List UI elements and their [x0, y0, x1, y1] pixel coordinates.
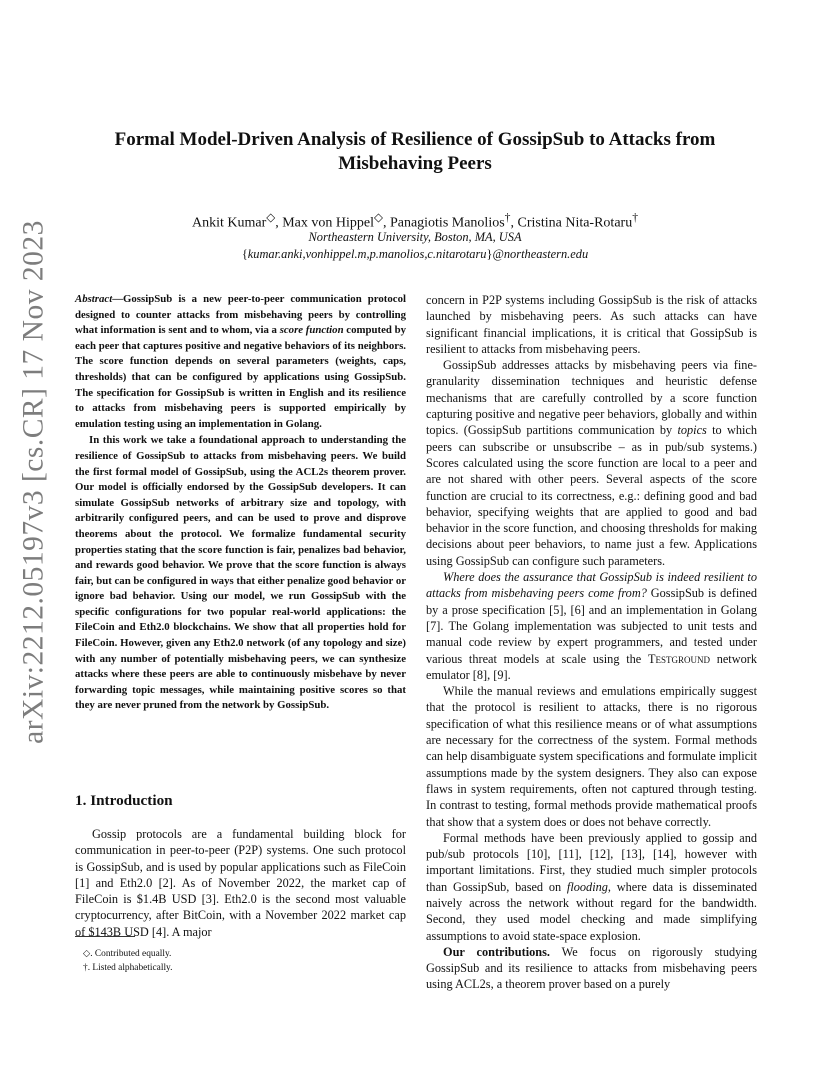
- affiliation: Northeastern University, Boston, MA, USA: [308, 230, 522, 244]
- author-mark: †: [632, 211, 639, 224]
- author-mark: †: [504, 211, 511, 224]
- footnote-mark: ◇.: [83, 949, 93, 959]
- term: flooding: [566, 879, 608, 894]
- author-name: Ankit Kumar: [191, 215, 267, 231]
- author-name: Max von Hippel: [282, 215, 374, 231]
- author-emails: {kumar.anki,vonhippel.m,p.manolios,c.nitarotaru}@northeastern.edu: [241, 247, 589, 261]
- footnote-rule: [75, 936, 135, 937]
- abstract-text: —GossipSub is a new peer-to-peer communication protocol designed to counter attacks from misbehaving peers by controlling what information is sent and to whom, via a: [75, 293, 406, 337]
- abstract-paragraph: In this work we take a foundational approach to understanding the resilience of GossipSub to attacks from misbehaving peers. We build the first formal model of GossipSub, using the ACL2s theorem prover. Our model is officially endorsed by the GossipSub developers. It can simulate GossipSub networks of arbitrary size and topology, with arbitrarily configured peers, and can be used to prove and disprove theorems about the protocol. We formalize fundamental security properties stating that the score function is fair, penalizes bad behavior, and rewards good behavior. We prove that the score function is always fair, but can be configured in ways that either penalize good behavior or ignore bad behavior. Using our model, we run GossipSub with the specific configurations for two popular real-world applications: the FileCoin and Eth2.0 blockchains. We show that all properties hold for FileCoin. However, given any Eth2.0 network (of any topology and size) with any number of potentially misbehaving peers, we can synthesize attacks where these peers are able to continuously misbehave by never forwarding topic messages, while maintaining positive scores so that they are never pruned from the network by GossipSub.: [75, 434, 407, 712]
- body-paragraph: Where does the assurance that GossipSub is indeed resilient to attacks from misbehaving peers come from? GossipSub is defined by a prose specification [5], [6] and an implementation in Golang [7]. The Golang implementation was subjected to unit tests and manual code review by expert programmers, and tested under various threat models at scale using the Testground network emulator [8], [9].: [426, 570, 757, 682]
- author-list: Ankit Kumar◇, Max von Hippel◇, Panagiotis Manolios†, Cristina Nita-Rotaru†: [191, 211, 639, 231]
- body-paragraph: While the manual reviews and emulations empirically suggest that the protocol is resilient to attacks, there is no rigorous specification of what this resilience means or of what assumptions are necessary for the correctness of the system. Formal methods can help disambiguate system specifications and formulate implicit assumptions made by the system designers. They also can expose flaws in system requirements, often not captured through testing. In contrast to testing, formal methods provide mathematical proofs that show that a system does or does not behave correctly.: [426, 684, 757, 829]
- paper-title: Formal Model-Driven Analysis of Resilience of GossipSub to Attacks from Misbehaving Peers: [114, 129, 716, 174]
- arxiv-identifier: arXiv:2212.05197v3 [cs.CR] 17 Nov 2023: [17, 219, 50, 744]
- footnote-text: Contributed equally.: [92, 949, 172, 959]
- section-heading: 1. Introduction: [75, 792, 173, 809]
- author-mark: ◇: [266, 211, 276, 224]
- intro-paragraph: Gossip protocols are a fundamental building block for communication in peer-to-peer (P2P) systems. One such protocol is GossipSub, and is used by popular applications such as FileCoin [1] and Eth2.0 [2]. As of November 2022, the market cap of FileCoin is $1.4B USD [3]. Eth2.0 is the second most valuable cryptocurrency, after BitCoin, with a November 2022 market cap of $143B USD [4]. A major: [75, 827, 406, 939]
- body-paragraph: Formal methods have been previously applied to gossip and pub/sub protocols [10], [11], [12], [13], [14], however with important limitations. First, they studied much simpler protocols than GossipSub, based on flooding, where data is disseminated naively across the network without regard for the bandwidth. Second, they used model checking and made simplifying assumptions to avoid state-space explosion.: [426, 830, 757, 943]
- abstract: [75, 292, 406, 714]
- email-users: kumar.anki,vonhippel.m,p.manolios,c.nitarotaru: [247, 247, 487, 261]
- author-mark: ◇: [373, 211, 383, 224]
- body-paragraph: Our contributions. We focus on rigorously studying GossipSub and its resilience to attacks from misbehaving peers using ACL2s, a theorem prover based on a purely: [426, 944, 757, 992]
- email-domain: @northeastern.edu: [492, 247, 589, 261]
- body-paragraph: GossipSub addresses attacks by misbehaving peers via fine-granularity dissemination techniques and heuristic defense mechanisms that are carefully controlled by a score function capturing positive and negative peer behaviors, globally and within topics. (GossipSub partitions communication by topics to which peers can subscribe or unsubscribe – as in pub/sub systems.) Scores calculated using the score function are local to a peer and are not shared with other peers. Several aspects of the score function are crucial to its correctness, e.g.: defining good and bad behavior, specifying weights that are applied to good and bad behavior in the score function, and choosing thresholds for making decisions about peer behaviors, to name just a few. Applications using GossipSub can configure such parameters.: [426, 358, 757, 568]
- paragraph-label: Our contributions.: [443, 944, 550, 959]
- footnote-text: Listed alphabetically.: [90, 963, 173, 973]
- research-question: Where does the assurance that GossipSub is indeed resilient to attacks from misbehaving peers come from?: [426, 570, 757, 601]
- abstract-term: score function: [279, 324, 344, 337]
- footnote: [75, 962, 172, 974]
- body-paragraph: concern in P2P systems including GossipSub is the risk of attacks launched by misbehaving peers. As such attacks can have significant financial implications, it is critical that GossipSub is resilient to attacks from misbehaving peers.: [426, 293, 757, 356]
- abstract-label: Abstract: [75, 293, 113, 305]
- author-name: Panagiotis Manolios: [389, 215, 505, 231]
- author-name: Cristina Nita-Rotaru: [517, 215, 633, 231]
- term: topics: [677, 423, 707, 438]
- right-column: [426, 292, 757, 993]
- tool-name: Testground: [647, 651, 710, 666]
- footnote: [75, 948, 171, 960]
- footnote-mark: †.: [83, 963, 91, 973]
- abstract-text: computed by each peer that captures positive and negative behaviors of its neighbors. The score function depends on several parameters (weights, caps, thresholds) that can be configured by applications using GossipSub. The specification for GossipSub is written in English and its resilience to attacks from misbehaving peers is supported empirically by emulation testing using an implementation in Golang.: [75, 324, 407, 430]
